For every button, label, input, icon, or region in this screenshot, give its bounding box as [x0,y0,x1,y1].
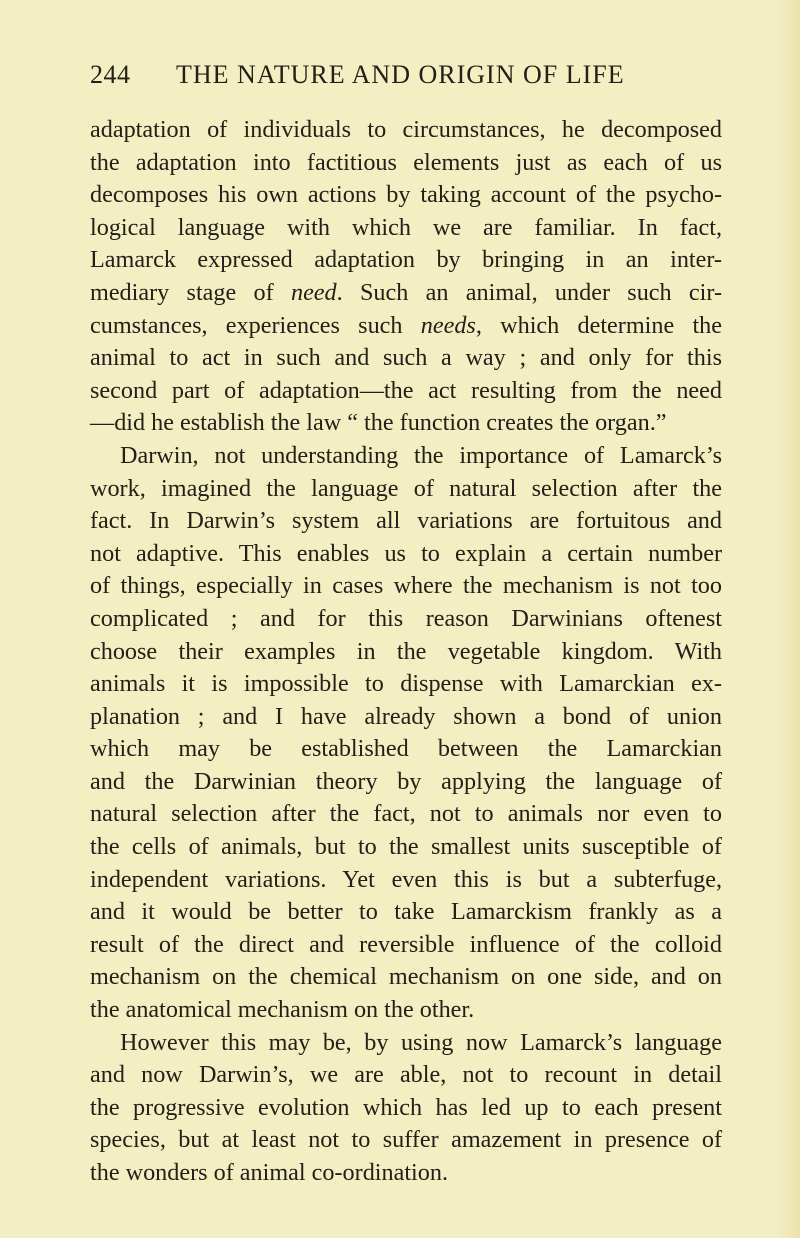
text-segment: . Such an animal, under such cir- [336,278,722,306]
text-line: choose their examples in the vegetable kingdom. With [90,637,722,665]
text-line: the adaptation into factitious elements just as each of us [90,148,722,176]
text-line: natural selection after the fact, not to animals nor even to [90,800,722,828]
text-line: planation ; and I have already shown a bond of union [90,702,722,730]
text-line: and now Darwin’s, we are able, not to recount in detail [90,1061,722,1089]
text-line: independent variations. Yet even this is but a subterfuge, [90,865,722,893]
page-header [90,60,710,96]
text-line: adaptation of individuals to circumstances, he decomposed [90,116,722,143]
text-line: the cells of animals, but to the smallest units susceptible of [90,833,722,861]
text-line: result of the direct and reversible influence of the colloid [90,930,722,958]
text-line: work, imagined the language of natural selection after the [90,474,722,502]
paragraph-start: However this may be, by using now Lamarck’s language [120,1028,722,1056]
text-segment: mediary stage of [90,278,291,306]
text-line: which may be established between the Lamarckian [90,735,722,763]
running-title: THE NATURE AND ORIGIN OF LIFE [176,60,625,89]
text-line [90,310,722,343]
page-number: 244 [90,60,131,89]
text-line: animal to act in such and such a way ; and only for this [90,344,722,372]
text-line: second part of adaptation—the act resulting from the need [90,376,722,404]
text-line: and it would be better to take Lamarckism frankly as a [90,898,722,926]
text-line: decomposes his own actions by taking account of the psycho- [90,181,722,209]
text-line: complicated ; and for this reason Darwinians oftenest [90,604,722,632]
text-segment: cumstances, experiences such [90,311,421,339]
body-text [90,114,722,1190]
text-line: animals it is impossible to dispense with Lamarckian ex- [90,670,722,698]
text-line: logical language with which we are familiar. In fact, [90,213,722,241]
text-line: mechanism on the chemical mechanism on one side, and on [90,963,722,991]
text-line: the anatomical mechanism on the other. [90,996,475,1024]
italic-word: need [290,278,337,306]
text-line [90,277,722,310]
text-line: the wonders of animal co-ordination. [90,1159,449,1186]
text-line: —did he establish the law “ the function creates the organ.” [90,409,667,437]
paragraph-start: Darwin, not understanding the importance of Lamarck’s [120,441,722,469]
text-line: not adaptive. This enables us to explain a certain number [90,539,722,567]
text-line: fact. In Darwin’s system all variations are fortuitous and [90,507,722,535]
text-line: and the Darwinian theory by applying the language of [90,767,722,795]
text-line: species, but at least not to suffer amazement in presence of [90,1126,722,1154]
text-line: the progressive evolution which has led up to each present [90,1093,722,1121]
italic-word: needs [420,311,476,339]
text-segment: , which determine the [475,311,722,339]
text-line: Lamarck expressed adaptation by bringing in an inter- [90,246,722,274]
page-edge-shading [778,0,800,1238]
text-line: of things, especially in cases where the mechanism is not too [90,572,722,600]
